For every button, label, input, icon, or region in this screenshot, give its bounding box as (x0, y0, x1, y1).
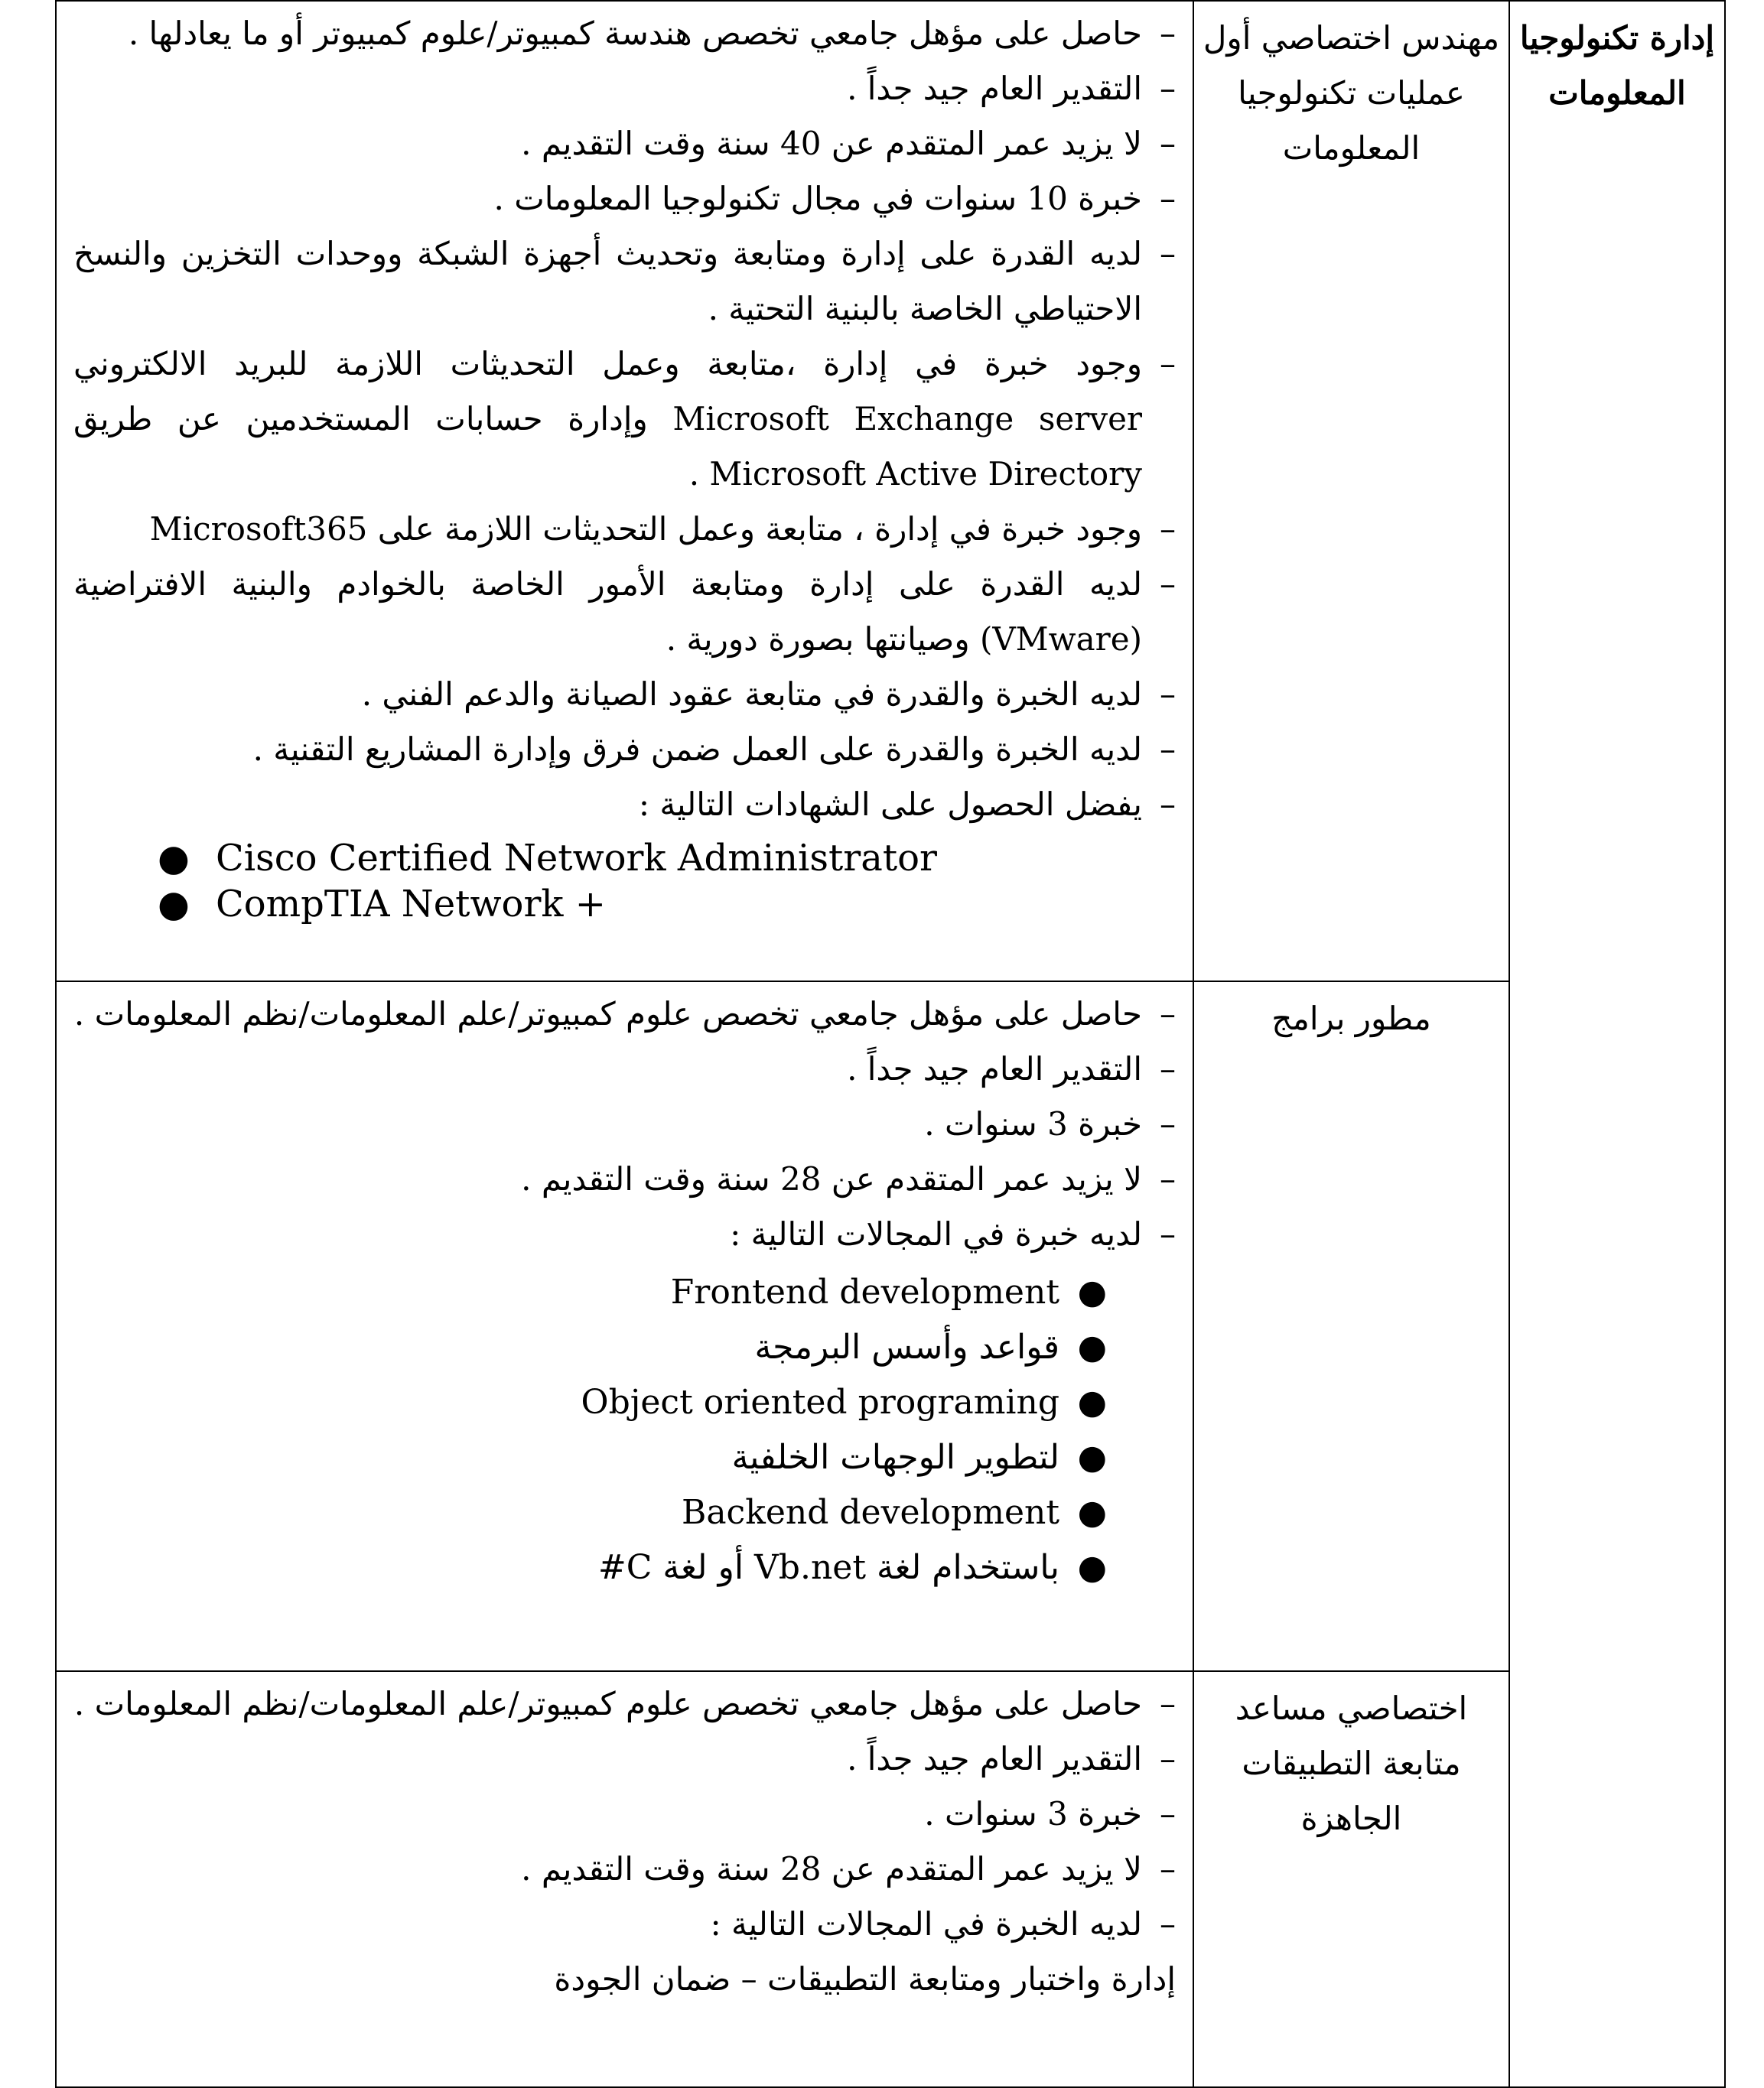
requirement-item: – خبرة 3 سنوات . (924, 1105, 1176, 1143)
job-requirements-cell (56, 1671, 1193, 2087)
requirement-item: – خبرة 10 سنوات في مجال تكنولوجيا المعلومات . (493, 180, 1176, 217)
extra-fields-text: إدارة واختبار ومتابعة التطبيقات – ضمان الجودة (554, 1960, 1176, 1998)
fields-list (73, 1265, 1176, 1595)
requirement-item: – حاصل على مؤهل جامعي تخصص علوم كمبيوتر/علم المعلومات/نظم المعلومات . (73, 1685, 1176, 1722)
field-item: ● Frontend development (73, 1265, 1176, 1320)
requirement-item: – لديه الخبرة والقدرة في متابعة عقود الصيانة والدعم الفني . (361, 675, 1176, 713)
bullet-icon: ● (1077, 1493, 1107, 1532)
field-item: ● Object oriented programing (73, 1375, 1176, 1430)
requirements-list (57, 2, 1193, 927)
job-title-cell (1193, 1, 1509, 981)
bullet-icon: ● (1077, 1328, 1107, 1367)
bullet-icon: ● (1077, 1438, 1107, 1477)
requirement-item: – لديه الخبرة في المجالات التالية : (710, 1905, 1176, 1943)
requirement-item: – لديه خبرة في المجالات التالية : (730, 1215, 1176, 1253)
bullet-icon: ● (1077, 1383, 1107, 1422)
requirement-item: – يفضل الحصول على الشهادات التالية : (638, 785, 1176, 823)
department-cell (1509, 1, 1725, 2087)
bullet-icon: ● (1077, 1273, 1107, 1312)
jobs-table (55, 0, 1726, 2088)
bullet-icon: ● (158, 837, 190, 880)
requirements-list (57, 982, 1193, 1595)
requirement-item: – لديه القدرة على إدارة ومتابعة الأمور الخاصة بالخوادم والبنية الافتراضية (VMware) وصيانتها بصورة دورية . (73, 565, 1176, 658)
certification-item: ● Cisco Certified Network Administrator (158, 837, 937, 880)
requirement-item: – لديه الخبرة والقدرة على العمل ضمن فرق وإدارة المشاريع التقنية . (252, 730, 1176, 768)
field-item: ● Backend development (73, 1485, 1176, 1540)
department-name: إدارة تكنولوجيا المعلومات (1519, 19, 1715, 112)
requirements-list (57, 1672, 1193, 2007)
certifications-list (73, 835, 1176, 927)
job-row (56, 981, 1725, 1671)
requirement-item: – التقدير العام جيد جداً . (847, 70, 1176, 107)
requirement-item: – التقدير العام جيد جداً . (847, 1050, 1176, 1088)
job-title-cell (1193, 981, 1509, 1671)
job-title: اختصاصي مساعد متابعة التطبيقات الجاهزة (1235, 1690, 1468, 1837)
job-title: مطور برامج (1271, 1000, 1431, 1037)
job-title-cell (1193, 1671, 1509, 2087)
job-requirements-cell (56, 981, 1193, 1671)
job-row (56, 1, 1725, 981)
requirement-item: – لا يزيد عمر المتقدم عن 40 سنة وقت التقديم . (521, 125, 1176, 162)
job-title: مهندس اختصاصي أول عمليات تكنولوجيا المعلومات (1203, 19, 1500, 167)
certification-item: ● CompTIA Network + (158, 883, 606, 925)
field-item: ● قواعد وأسس البرمجة (73, 1320, 1176, 1375)
bullet-icon: ● (1077, 1548, 1107, 1587)
job-requirements-cell (56, 1, 1193, 981)
requirement-item: – خبرة 3 سنوات . (924, 1795, 1176, 1833)
bullet-icon: ● (158, 883, 190, 925)
requirement-item: – حاصل على مؤهل جامعي تخصص هندسة كمبيوتر/علوم كمبيوتر أو ما يعادلها . (128, 15, 1176, 52)
job-row (56, 1671, 1725, 2087)
requirement-item: – وجود خبرة في إدارة ، متابعة وعمل التحديثات اللازمة على Microsoft365 (149, 510, 1176, 548)
requirement-item: – لديه القدرة على إدارة ومتابعة وتحديث أجهزة الشبكة ووحدات التخزين والنسخ الاحتياطي الخاصة بالبنية التحتية . (73, 235, 1176, 327)
requirement-item: – التقدير العام جيد جداً . (847, 1740, 1176, 1777)
requirement-item: – حاصل على مؤهل جامعي تخصص علوم كمبيوتر/علم المعلومات/نظم المعلومات . (73, 995, 1176, 1033)
requirement-item: – وجود خبرة في إدارة ،متابعة وعمل التحديثات اللازمة للبريد الالكتروني Microsoft Exchange server وإدارة حسابات المستخدمين عن طريق Microsoft Active Directory . (73, 345, 1176, 493)
requirement-item: – لا يزيد عمر المتقدم عن 28 سنة وقت التقديم . (521, 1160, 1176, 1198)
field-item: ● باستخدام لغة Vb.net أو لغة C# (73, 1540, 1176, 1595)
field-item: ● لتطوير الوجهات الخلفية (73, 1430, 1176, 1485)
requirement-item: – لا يزيد عمر المتقدم عن 28 سنة وقت التقديم . (521, 1850, 1176, 1888)
